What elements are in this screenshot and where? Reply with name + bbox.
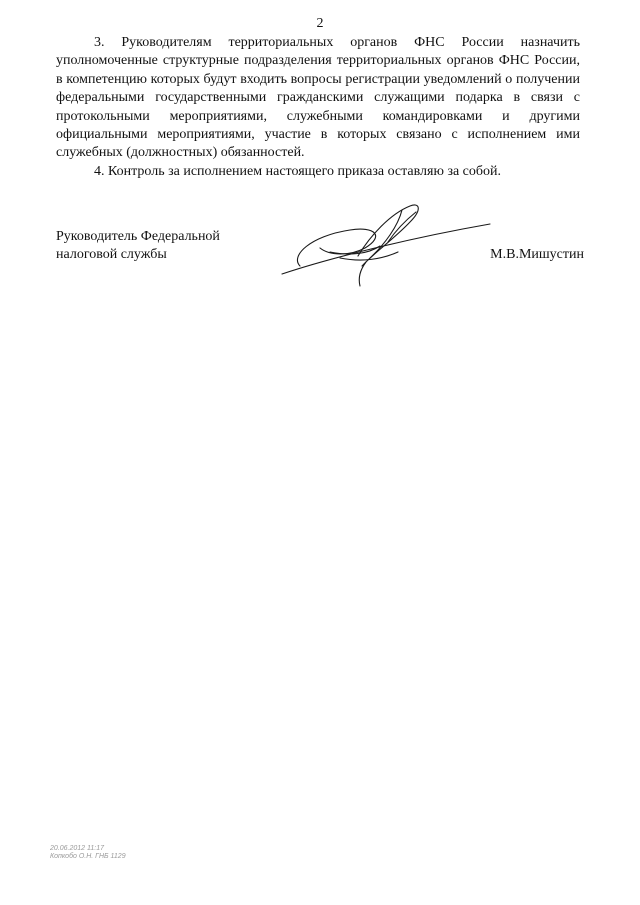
footer-stamp-line-1: 20.06.2012 11:17 [50, 845, 104, 852]
paragraph-4: 4. Контроль за исполнением настоящего приказа оставляю за собой. [94, 163, 502, 179]
signatory-position-line-1: Руководитель Федеральной [56, 229, 220, 244]
handwritten-signature [270, 196, 500, 296]
signatory-position-line-2: налоговой службы [56, 247, 167, 263]
signatory-name: М.В.Мишустин [490, 247, 584, 262]
signatory-position [56, 228, 276, 265]
footer-stamp [50, 845, 210, 861]
page-number: 2 [316, 16, 324, 31]
footer-stamp-line-2: Копкобо О.Н. ГНБ 1129 [50, 853, 126, 860]
document-body [56, 34, 580, 181]
paragraph-3: 3. Руководителям территориальных органов ФНС России назначить уполномоченные структурные подразделения территориальных органов ФНС России, в компетенцию которых будут входить вопросы регистрации уведомлений о получении федеральными государственными гражданскими служащими подарка в связи с протокольными мероприятиями, служебными командировками и другими официальными мероприятиями, участие в которых связано с исполнением ими служебных (должностных) обязанностей. [56, 35, 580, 161]
